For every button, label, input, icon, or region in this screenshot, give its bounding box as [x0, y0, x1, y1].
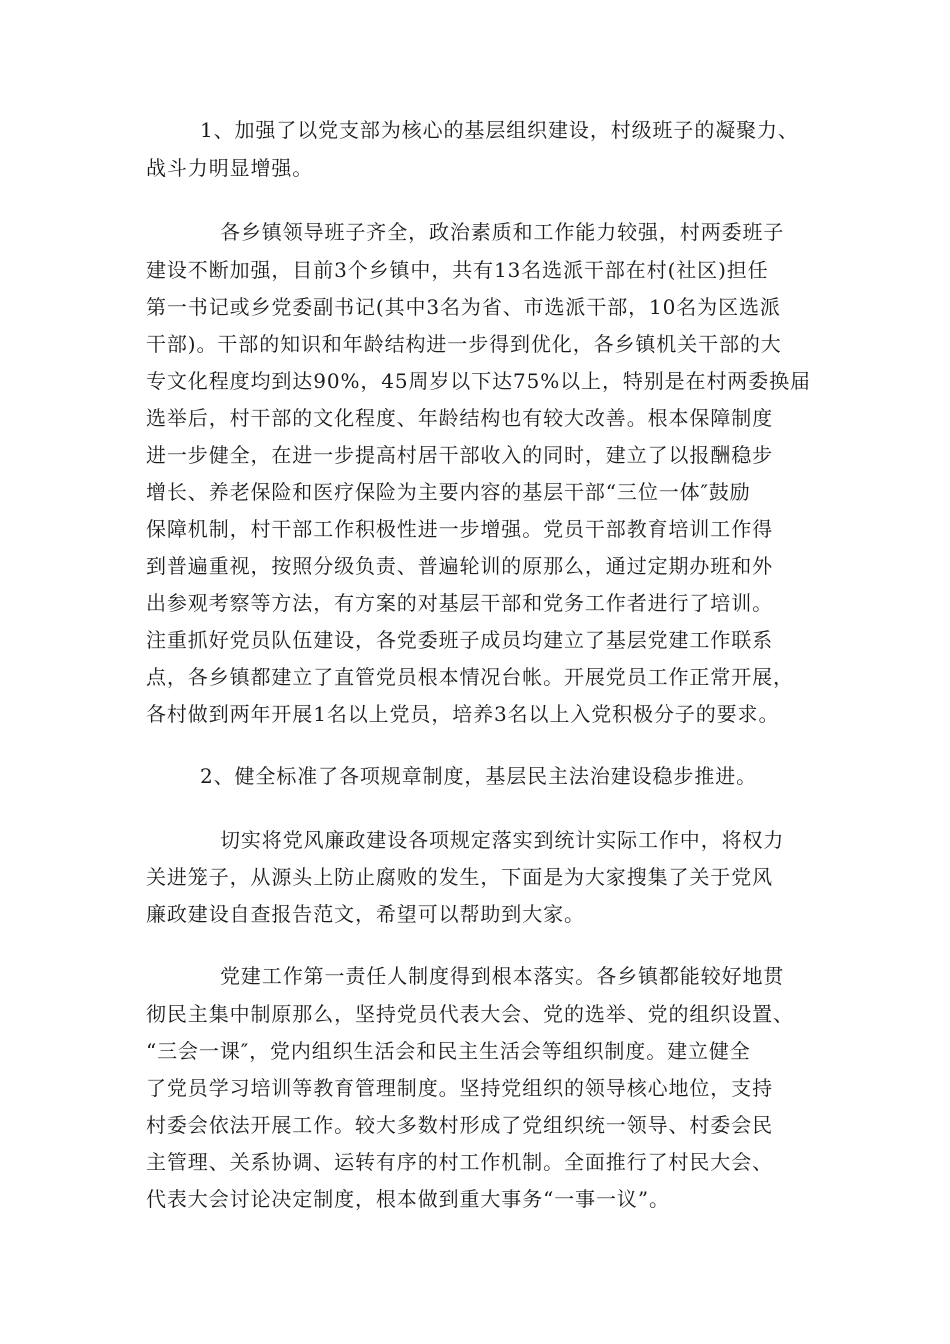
- paragraph-1-line-13: 点，各乡镇都建立了直管党员根本情况台帐。开展党员工作正常开展，: [146, 665, 794, 689]
- heading-1-line-1: 1、加强了以党支部为核心的基层组织建设，村级班子的凝聚力、: [200, 118, 799, 142]
- heading-2-line-1: 2、健全标准了各项规章制度，基层民主法治建设稳步推进。: [200, 764, 758, 788]
- paragraph-1-line-14: 各村做到两年开展1名以上党员，培养3名以上入党积极分子的要求。: [146, 702, 780, 726]
- paragraph-1-line-7: 进一步健全，在进一步提高村居干部收入的同时，建立了以报酬稳步: [146, 443, 773, 467]
- paragraph-3-line-3: “三会一课″，党内组织生活会和民主生活会等组织制度。建立健全: [146, 1039, 751, 1063]
- heading-1-line-2: 战斗力明显增强。: [146, 156, 314, 180]
- paragraph-1-line-9: 保障机制，村干部工作积极性进一步增强。党员干部教育培训工作得: [146, 517, 773, 541]
- paragraph-2-line-2: 关进笼子，从源头上防止腐败的发生，下面是为大家搜集了关于党风: [146, 865, 773, 889]
- paragraph-1-line-10: 到普遍重视，按照分级负责、普遍轮训的原那么，通过定期办班和外: [146, 554, 773, 578]
- paragraph-1-line-2: 建设不断加强，目前3个乡镇中，共有13名选派干部在村(社区)担任: [146, 258, 769, 282]
- paragraph-3-line-4: 了党员学习培训等教育管理制度。坚持党组织的领导核心地位，支持: [146, 1076, 773, 1100]
- paragraph-3-line-2: 彻民主集中制原那么，坚持党员代表大会、党的选举、党的组织设置、: [146, 1002, 794, 1026]
- paragraph-3-line-1: 党建工作第一责任人制度得到根本落实。各乡镇都能较好地贯: [220, 964, 785, 988]
- paragraph-1-line-5: 专文化程度均到达90%，45周岁以下达75%以上，特别是在村两委换届: [146, 369, 811, 393]
- paragraph-2-line-1: 切实将党风廉政建设各项规定落实到统计实际工作中，将权力: [220, 828, 785, 852]
- paragraph-3-line-5: 村委会依法开展工作。较大多数村形成了党组织统一领导、村委会民: [146, 1113, 773, 1137]
- paragraph-1-line-12: 注重抓好党员队伍建设，各党委班子成员均建立了基层党建工作联系: [146, 628, 773, 652]
- paragraph-3-line-6: 主管理、关系协调、运转有序的村工作机制。全面推行了村民大会、: [146, 1150, 773, 1174]
- paragraph-1-line-11: 出参观考察等方法，有方案的对基层干部和党务工作者进行了培训。: [146, 591, 773, 615]
- paragraph-1-line-4: 干部)。干部的知识和年龄结构进一步得到优化，各乡镇机关干部的大: [146, 332, 782, 356]
- paragraph-1-line-3: 第一书记或乡党委副书记(其中3名为省、市选派干部，10名为区选派: [146, 295, 781, 319]
- paragraph-3-line-7: 代表大会讨论决定制度，根本做到重大事务“一事一议”。: [146, 1187, 670, 1211]
- paragraph-1-line-1: 各乡镇领导班子齐全，政治素质和工作能力较强，村两委班子: [220, 220, 785, 244]
- paragraph-1-line-8: 增长、养老保险和医疗保险为主要内容的基层干部“三位一体″鼓励: [146, 480, 751, 504]
- paragraph-1-line-6: 选举后，村干部的文化程度、年龄结构也有较大改善。根本保障制度: [146, 406, 773, 430]
- paragraph-2-line-3: 廉政建设自查报告范文，希望可以帮助到大家。: [146, 902, 585, 926]
